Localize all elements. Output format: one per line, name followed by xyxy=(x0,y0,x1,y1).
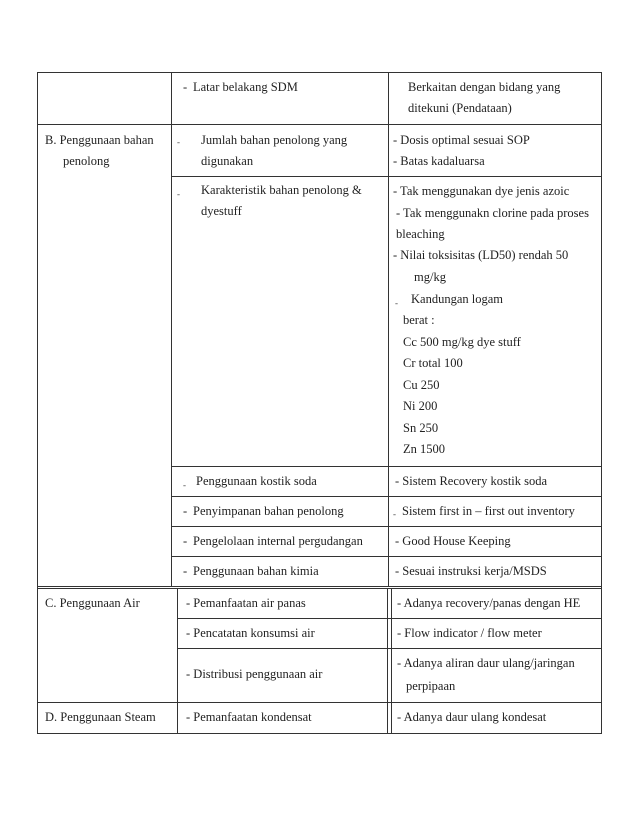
criteria-line: - Tak menggunakan dye jenis azoic xyxy=(393,184,570,198)
criteria-line: - Dosis optimal sesuai SOP xyxy=(393,133,530,147)
aspect-text: - Pemanfaatan kondensat xyxy=(186,710,312,724)
criteria-line: - Tak menggunakn clorine pada proses xyxy=(396,206,589,220)
aspect-text: Jumlah bahan penolong yang xyxy=(201,133,348,147)
criteria-line: - Batas kadaluarsa xyxy=(393,154,485,168)
criteria-line: Cc 500 mg/kg dye stuff xyxy=(403,335,521,349)
aspect-text-line2: digunakan xyxy=(201,154,254,168)
aspect-dash: - xyxy=(183,504,188,518)
aspect-dash: - xyxy=(183,80,188,94)
aspect-text: Pengelolaan internal pergudangan xyxy=(193,534,363,548)
aspect-dash: - xyxy=(183,564,188,578)
criteria-line: Ni 200 xyxy=(403,399,438,413)
aspect-text: Penyimpanan bahan penolong xyxy=(193,504,344,518)
category-label-line2: penolong xyxy=(63,154,110,168)
criteria-line: Zn 1500 xyxy=(403,442,446,456)
criteria-line: mg/kg xyxy=(414,270,446,284)
aspect-text: - Distribusi penggunaan air xyxy=(186,667,323,681)
criteria-line: - Sesuai instruksi kerja/MSDS xyxy=(395,564,547,578)
aspect-text: Penggunaan kostik soda xyxy=(196,474,317,488)
criteria-line: berat : xyxy=(403,313,435,327)
aspect-text: - Pencatatan konsumsi air xyxy=(186,626,315,640)
criteria-line: perpipaan xyxy=(406,679,456,693)
aspect-text: Latar belakang SDM xyxy=(193,80,298,94)
criteria-line: - Sistem Recovery kostik soda xyxy=(395,474,548,488)
criteria-line: bleaching xyxy=(396,227,445,241)
category-label: B. Penggunaan bahan xyxy=(45,133,154,147)
criteria-line: ditekuni (Pendataan) xyxy=(408,101,512,115)
criteria-line: - Adanya aliran daur ulang/jaringan xyxy=(397,656,575,670)
criteria-line: Cr total 100 xyxy=(403,356,463,370)
criteria-line: Berkaitan dengan bidang yang xyxy=(408,80,561,94)
criteria-line: - Flow indicator / flow meter xyxy=(397,626,542,640)
aspect-dash: - xyxy=(177,137,180,147)
aspect-text: Karakteristik bahan penolong & xyxy=(201,183,362,197)
criteria-line: - Adanya daur ulang kondesat xyxy=(397,710,547,724)
aspect-dash: - xyxy=(183,534,188,548)
criteria-line: Cu 250 xyxy=(403,378,440,392)
aspect-dash: - xyxy=(183,480,186,490)
aspect-text-line2: dyestuff xyxy=(201,204,242,218)
category-label: C. Penggunaan Air xyxy=(45,596,140,610)
criteria-line: - Nilai toksisitas (LD50) rendah 50 xyxy=(393,248,569,262)
category-label: D. Penggunaan Steam xyxy=(45,710,156,724)
criteria-dash: - xyxy=(395,298,398,308)
criteria-line: Sistem first in – first out inventory xyxy=(402,504,575,518)
aspect-dash: - xyxy=(177,189,180,199)
aspect-text: Penggunaan bahan kimia xyxy=(193,564,319,578)
criteria-line: Sn 250 xyxy=(403,421,439,435)
criteria-line: Kandungan logam xyxy=(411,292,503,306)
criteria-line: - Good House Keeping xyxy=(395,534,511,548)
criteria-line: - Adanya recovery/panas dengan HE xyxy=(397,596,581,610)
criteria-dash: - xyxy=(393,509,396,519)
aspect-text: - Pemanfaatan air panas xyxy=(186,596,306,610)
